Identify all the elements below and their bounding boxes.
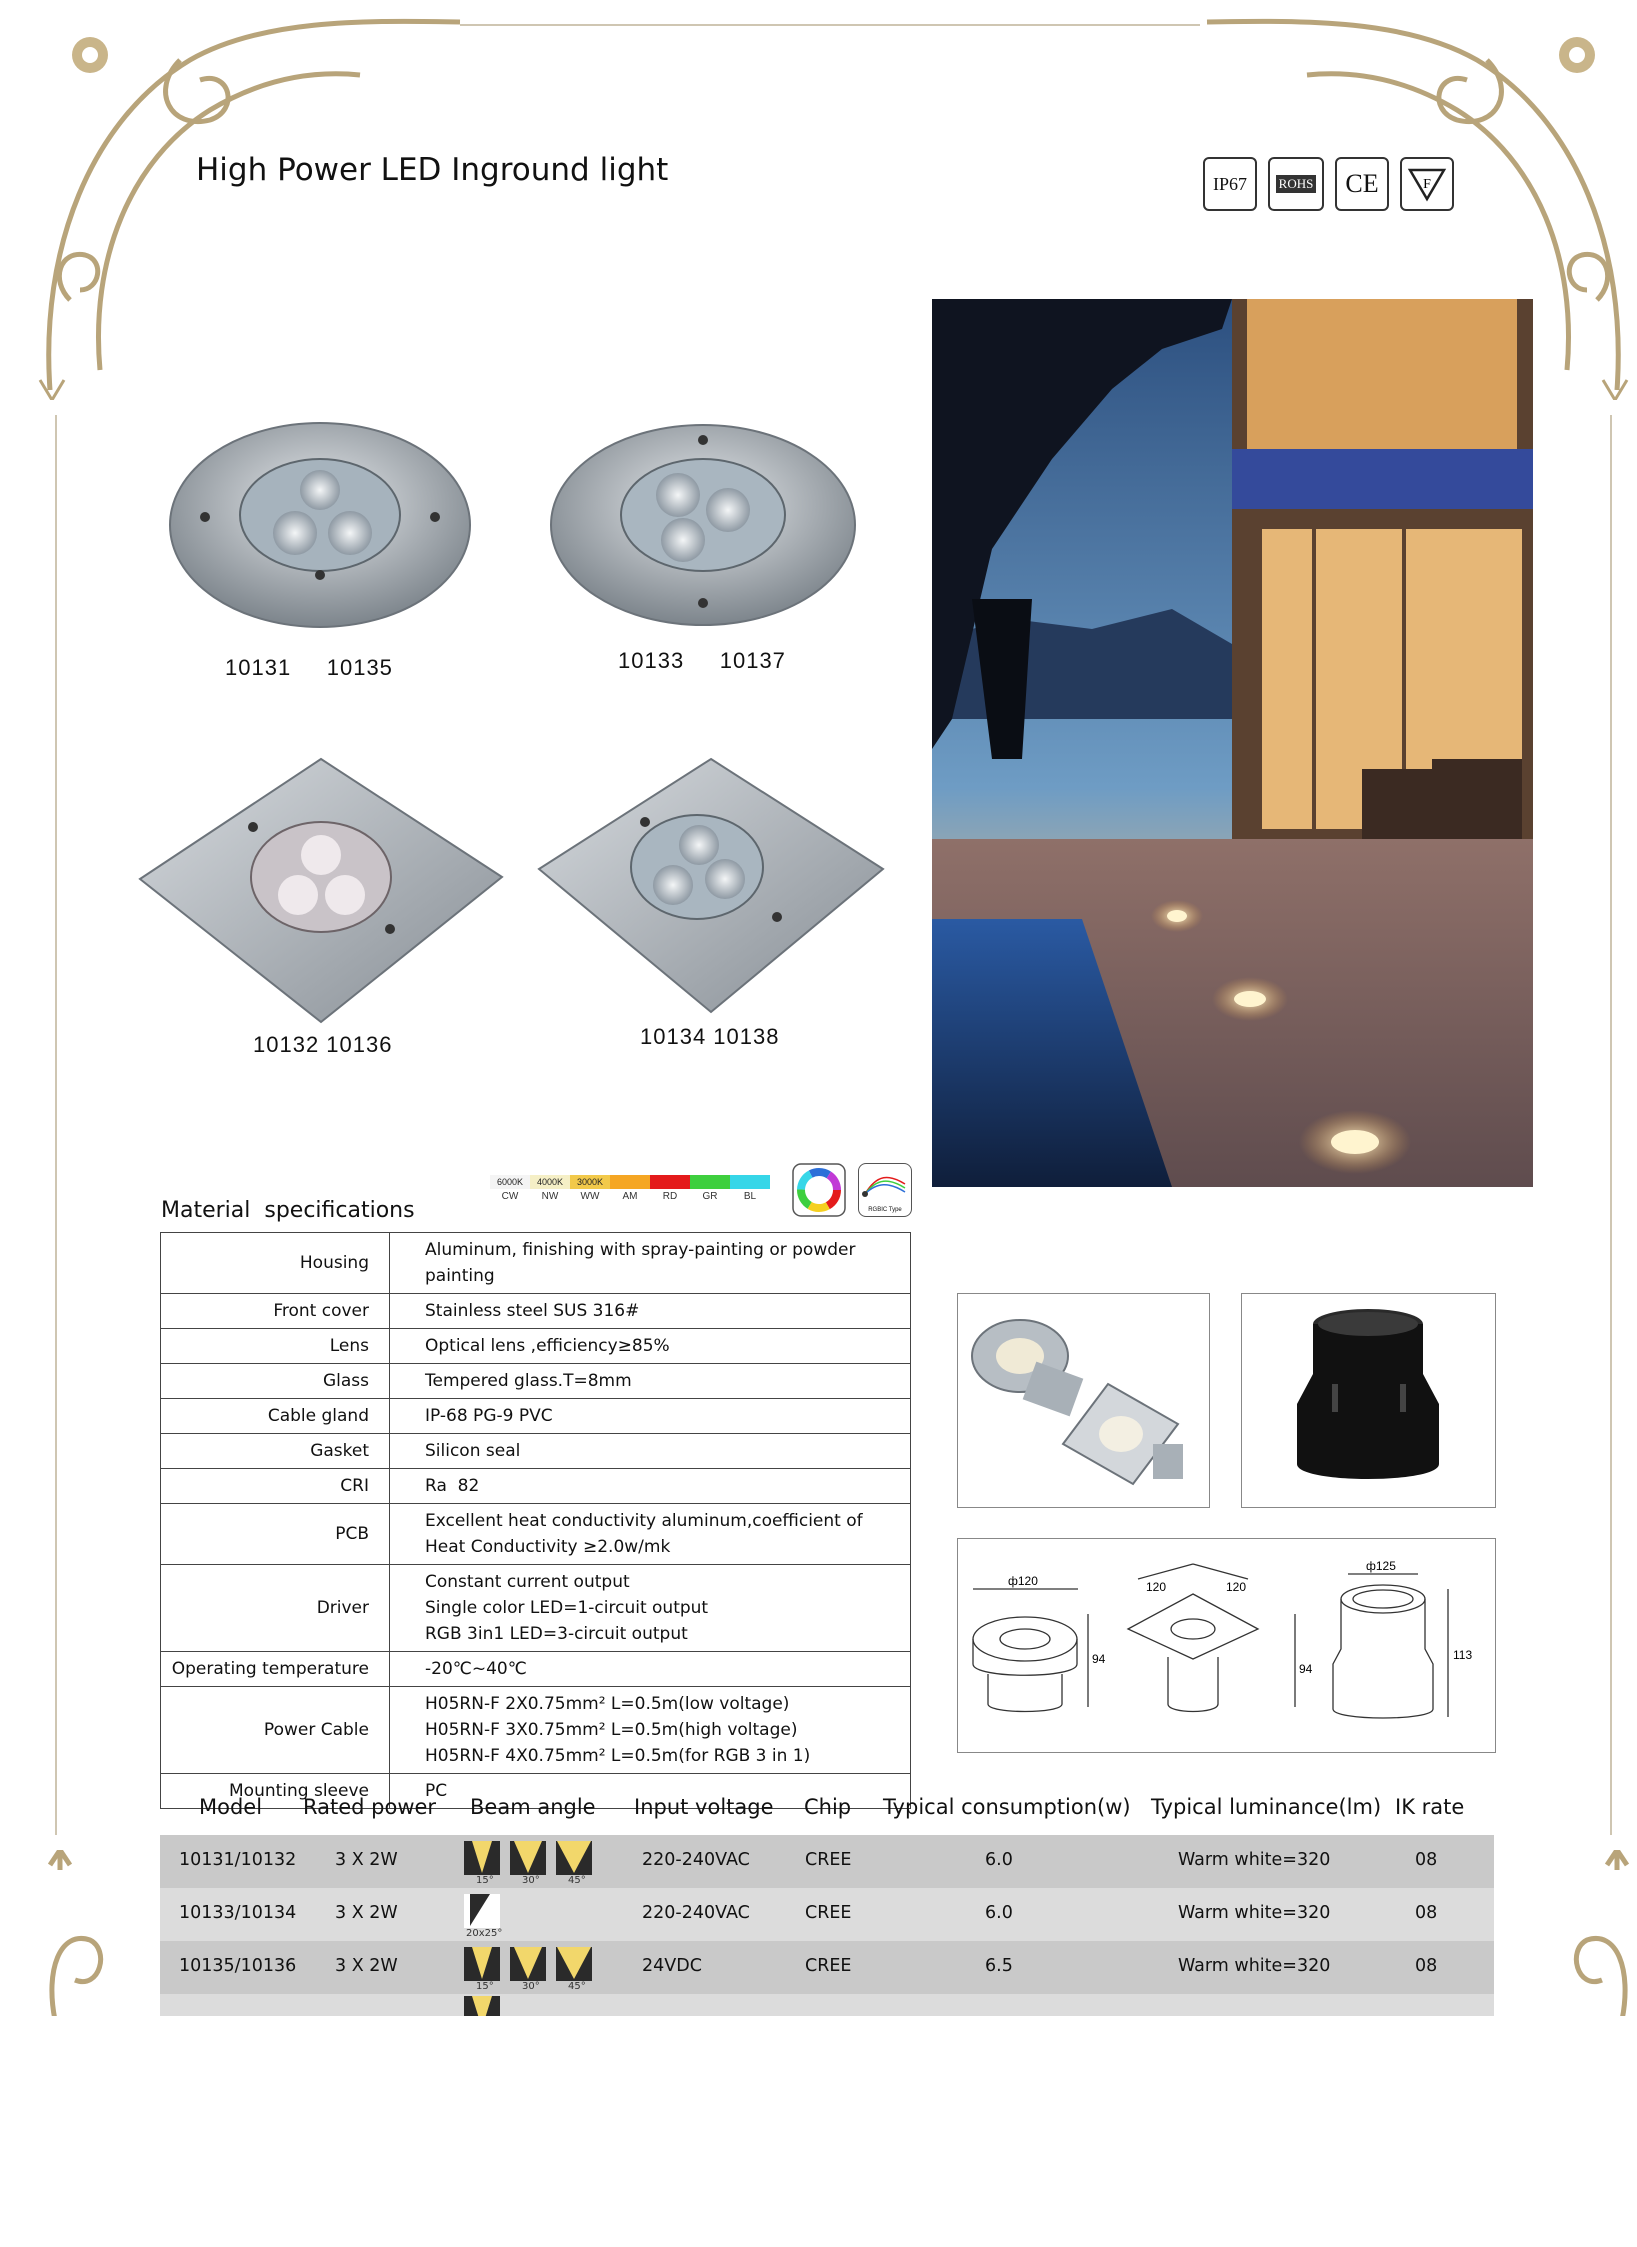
spec-line: Single color LED=1-circuit output xyxy=(425,1598,709,1618)
spec-key: CRI xyxy=(161,1469,390,1504)
beam-icon xyxy=(510,1841,546,1875)
model-cell: 10133/10134 xyxy=(179,1903,297,1923)
consumption-cell: 6.0 xyxy=(985,1850,1013,1870)
rgb-wheel-icon xyxy=(792,1163,846,1217)
spec-value: Ra 82 xyxy=(390,1469,911,1504)
luminance-cell: Warm white=320 xyxy=(1178,1903,1331,1923)
swatch-label-am: AM xyxy=(622,1191,638,1202)
chip-cell: CREE xyxy=(805,1850,852,1870)
luminance-cell: Warm white=320 xyxy=(1178,1956,1331,1976)
beam-angle-label: 30° xyxy=(522,1875,540,1886)
spec-key: Power Cable xyxy=(161,1687,390,1774)
chip-cell: CREE xyxy=(805,1956,852,1976)
beam-angle-label: 15° xyxy=(476,1875,494,1886)
spec-key: Lens xyxy=(161,1329,390,1364)
rohs-badge xyxy=(1268,157,1324,211)
spec-row xyxy=(161,1364,911,1399)
dim-round-diameter: ф120 xyxy=(1008,1574,1038,1588)
left-border-line xyxy=(55,415,57,1835)
swatch-ww: 3000K xyxy=(570,1175,610,1189)
dimension-drawing-box xyxy=(957,1538,1496,1753)
mounting-sleeve-thumbnail xyxy=(1241,1293,1496,1508)
product-code-round-b: 10133 10137 xyxy=(618,648,786,673)
spec-value: Silicon seal xyxy=(390,1434,911,1469)
page-bottom-mask xyxy=(0,2016,1637,2247)
beam-angle-label: 30° xyxy=(522,1981,540,1992)
header-rated-power: Rated power xyxy=(303,1795,437,1819)
rgbic-label: RGBIC Type xyxy=(868,1207,902,1213)
power-cell: 3 X 2W xyxy=(335,1903,398,1923)
rgbic-badge xyxy=(858,1163,912,1217)
product-round-3led-a xyxy=(165,415,475,640)
beam-icon xyxy=(464,1841,500,1875)
beam-icon xyxy=(464,1894,500,1928)
rohs-label: ROHS xyxy=(1276,175,1317,193)
spec-value xyxy=(390,1687,911,1774)
spec-value: IP-68 PG-9 PVC xyxy=(390,1399,911,1434)
spec-row xyxy=(161,1469,911,1504)
header-model: Model xyxy=(199,1795,263,1819)
ip67-badge xyxy=(1203,157,1257,211)
power-cell: 3 X 2W xyxy=(335,1956,398,1976)
swatch-label-ww: WW xyxy=(580,1191,600,1202)
spec-row xyxy=(161,1329,911,1364)
spec-value xyxy=(390,1504,911,1565)
spec-line: Heat Conductivity ≥2.0w/mk xyxy=(425,1537,671,1557)
swatch-nw: 4000K xyxy=(530,1175,570,1189)
spec-value: PC xyxy=(390,1774,911,1809)
spec-row xyxy=(161,1399,911,1434)
spec-row xyxy=(161,1504,911,1565)
ik-cell: 08 xyxy=(1415,1850,1438,1870)
spec-value: Aluminum, finishing with spray-painting or powder painting xyxy=(390,1233,911,1294)
dim-round-height: 94 xyxy=(1092,1652,1106,1666)
dim-square-width: 120 xyxy=(1146,1580,1167,1594)
spec-row xyxy=(161,1294,911,1329)
spec-line: H05RN-F 3X0.75mm² L=0.5m(high voltage) xyxy=(425,1720,798,1740)
spec-line: RGB 3in1 LED=3-circuit output xyxy=(425,1624,688,1644)
voltage-cell: 24VDC xyxy=(642,1956,702,1976)
chip-cell: CREE xyxy=(805,1903,852,1923)
f-mark-label: F xyxy=(1423,177,1431,192)
dim-square-height: 94 xyxy=(1299,1662,1313,1676)
beam-angle-label: 20x25° xyxy=(466,1928,503,1939)
swatch-label-gr: GR xyxy=(702,1191,718,1202)
spec-row xyxy=(161,1565,911,1652)
model-row xyxy=(160,1941,1494,1994)
beam-icon xyxy=(464,1996,500,2016)
beam-icon xyxy=(556,1841,592,1875)
product-code-round-a: 10131 10135 xyxy=(225,655,393,680)
beam-icon xyxy=(556,1947,592,1981)
spec-value: Optical lens ,efficiency≥85% xyxy=(390,1329,911,1364)
dim-square-depth: 120 xyxy=(1226,1580,1247,1594)
dim-sleeve-diameter: ф125 xyxy=(1366,1559,1396,1573)
dim-sleeve-height: 113 xyxy=(1453,1648,1473,1662)
spec-key: Gasket xyxy=(161,1434,390,1469)
product-code-square-a: 10132 10136 xyxy=(253,1032,393,1057)
ce-label: CE xyxy=(1345,169,1379,198)
model-row-truncated xyxy=(160,1994,1494,2016)
swatch-cw: 6000K xyxy=(490,1175,530,1189)
header-input-voltage: Input voltage xyxy=(634,1795,774,1819)
swatch-label-bl: BL xyxy=(743,1191,757,1202)
model-cell: 10131/10132 xyxy=(179,1850,297,1870)
luminance-cell: Warm white=320 xyxy=(1178,1850,1331,1870)
top-dash-line xyxy=(460,24,1200,26)
ik-cell: 08 xyxy=(1415,1903,1438,1923)
product-square-3led-b xyxy=(537,757,885,1017)
spec-row xyxy=(161,1434,911,1469)
product-angles-illustration xyxy=(958,1294,1208,1506)
header-luminance: Typical luminance(lm) xyxy=(1151,1795,1382,1819)
spec-line: H05RN-F 4X0.75mm² L=0.5m(for RGB 3 in 1) xyxy=(425,1746,811,1766)
page-title: High Power LED Inground light xyxy=(196,152,669,188)
swatch-label-rd: RD xyxy=(662,1191,678,1202)
spec-value xyxy=(390,1565,911,1652)
product-square-3led-a xyxy=(138,757,504,1027)
spec-value: -20℃~40℃ xyxy=(390,1652,911,1687)
spec-row xyxy=(161,1652,911,1687)
dimension-drawings xyxy=(958,1539,1494,1751)
spec-row xyxy=(161,1233,911,1294)
spec-key: PCB xyxy=(161,1504,390,1565)
ip67-label: IP67 xyxy=(1212,173,1247,194)
spec-key: Cable gland xyxy=(161,1399,390,1434)
beam-icon xyxy=(510,1947,546,1981)
spec-row xyxy=(161,1687,911,1774)
corner-ornament-bottom-left xyxy=(40,1850,110,2020)
ik-cell: 08 xyxy=(1415,1956,1438,1976)
spec-line: Constant current output xyxy=(425,1572,630,1592)
model-table-header xyxy=(160,1795,1494,1835)
spec-key: Housing xyxy=(161,1233,390,1294)
product-angles-thumbnail xyxy=(957,1293,1210,1508)
swatch-bl xyxy=(730,1175,770,1189)
beam-angle-label: 45° xyxy=(568,1981,586,1992)
beam-angle-label: 15° xyxy=(476,1981,494,1992)
swatch-gr xyxy=(690,1175,730,1189)
ce-badge xyxy=(1335,157,1389,211)
consumption-cell: 6.0 xyxy=(985,1903,1013,1923)
model-cell: 10135/10136 xyxy=(179,1956,297,1976)
spec-value: Tempered glass.T=8mm xyxy=(390,1364,911,1399)
header-consumption: Typical consumption(w) xyxy=(883,1795,1131,1819)
spec-key: Driver xyxy=(161,1565,390,1652)
swatch-label-nw: NW xyxy=(541,1191,559,1202)
right-border-line xyxy=(1610,415,1612,1835)
product-round-3led-b xyxy=(548,415,858,640)
installation-scene-photo xyxy=(932,299,1533,1187)
model-row xyxy=(160,1888,1494,1941)
beam-icon xyxy=(464,1947,500,1981)
f-mark-badge xyxy=(1400,157,1454,211)
model-row xyxy=(160,1835,1494,1888)
mounting-sleeve-illustration xyxy=(1242,1294,1494,1506)
header-beam-angle: Beam angle xyxy=(470,1795,596,1819)
voltage-cell: 220-240VAC xyxy=(642,1903,750,1923)
header-chip: Chip xyxy=(804,1795,852,1819)
swatch-rd xyxy=(650,1175,690,1189)
consumption-cell: 6.5 xyxy=(985,1956,1013,1976)
corner-ornament-bottom-right xyxy=(1567,1850,1637,2020)
product-code-square-b: 10134 10138 xyxy=(640,1024,780,1049)
spec-key: Mounting sleeve xyxy=(161,1774,390,1809)
material-spec-title: Material specifications xyxy=(161,1198,415,1223)
corner-ornament-top-left xyxy=(30,0,470,400)
power-cell: 3 X 2W xyxy=(335,1850,398,1870)
beam-angle-label: 45° xyxy=(568,1875,586,1886)
spec-value: Stainless steel SUS 316# xyxy=(390,1294,911,1329)
material-spec-table xyxy=(160,1232,911,1809)
voltage-cell: 220-240VAC xyxy=(642,1850,750,1870)
spec-key: Operating temperature xyxy=(161,1652,390,1687)
swatch-am xyxy=(610,1175,650,1189)
color-temperature-swatches xyxy=(490,1175,770,1202)
spec-key: Front cover xyxy=(161,1294,390,1329)
spec-line: Excellent heat conductivity aluminum,coefficient of xyxy=(425,1511,863,1531)
spec-line: H05RN-F 2X0.75mm² L=0.5m(low voltage) xyxy=(425,1694,790,1714)
swatch-label-cw: CW xyxy=(501,1191,519,1202)
rgbic-wires-icon xyxy=(859,1164,911,1204)
spec-key: Glass xyxy=(161,1364,390,1399)
header-ik-rate: IK rate xyxy=(1395,1795,1465,1819)
f-mark-triangle-icon xyxy=(1407,166,1447,202)
